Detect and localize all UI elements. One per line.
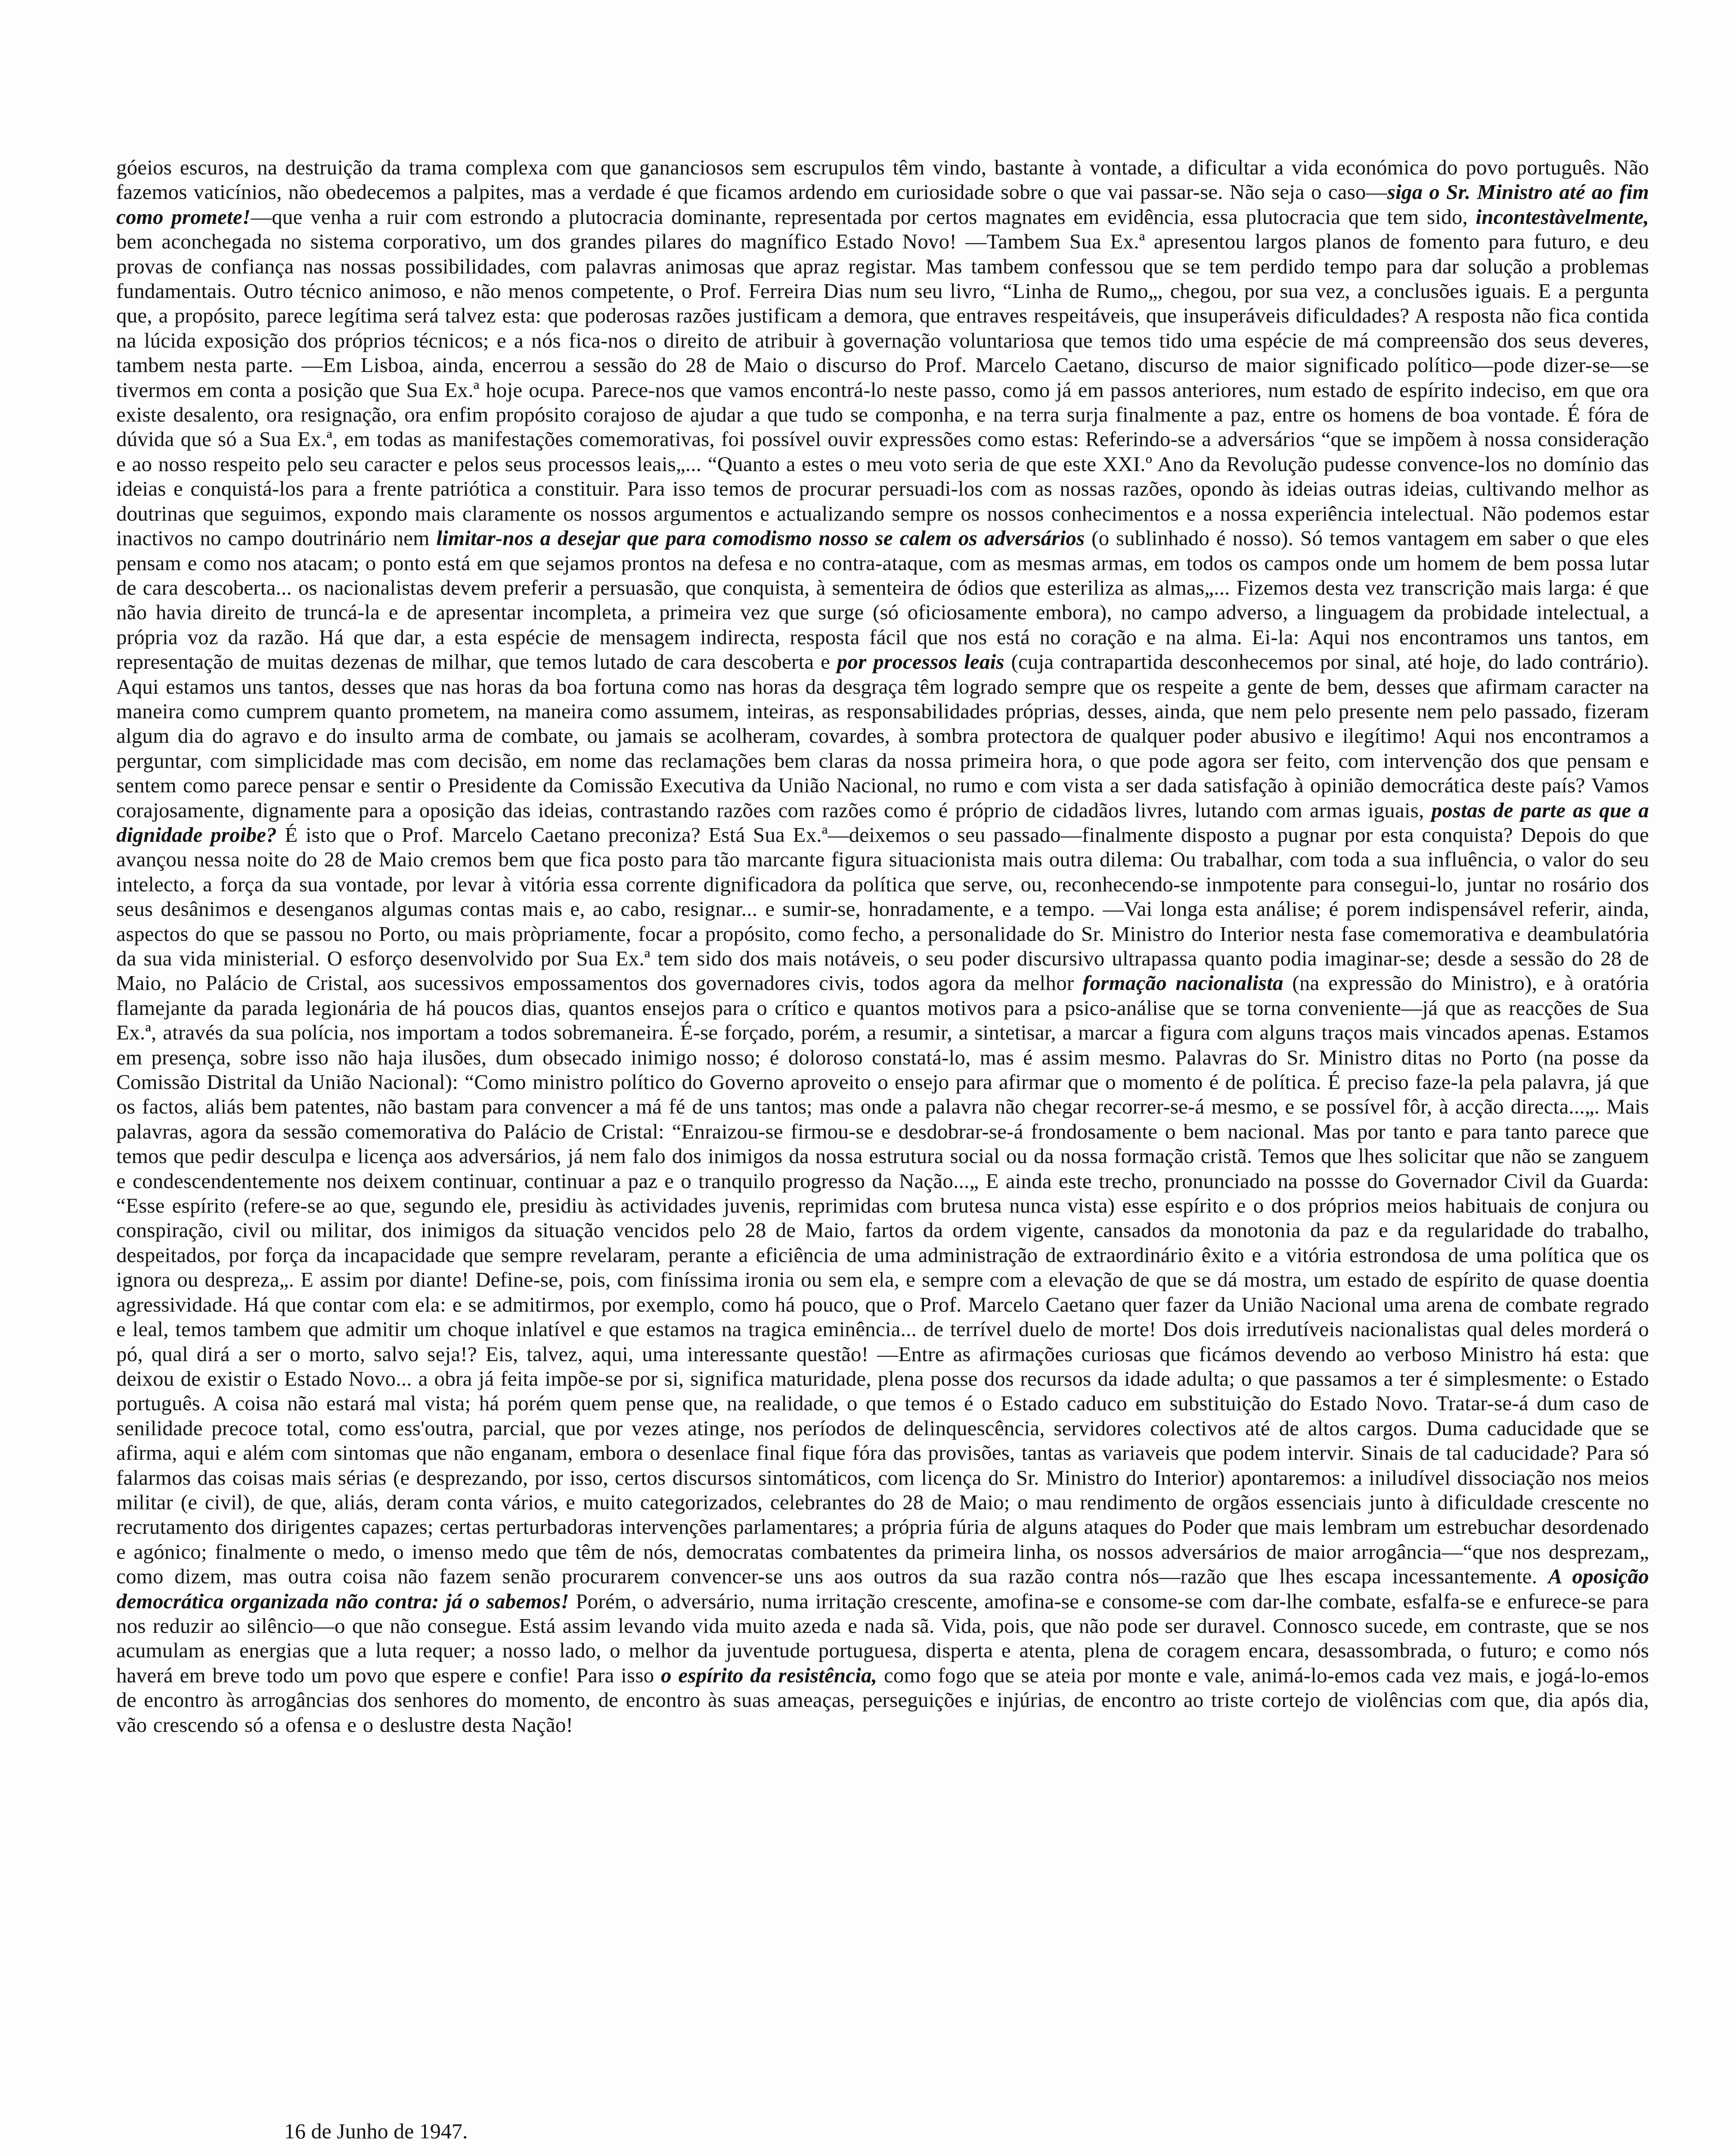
text-run: (cuja contrapartida desconhecemos por sinal, até hoje, do lado contrário). Aqui estamos uns tantos, desses que nas horas da boa fortuna como nas horas da desgraça têm logrado sempre que os respeite a gente de bem, desses que afirmam caracter na maneira como cumprem quanto prometem, na maneira como assumem, inteiras, as responsabilidades próprias, desses, ainda, que nem pelo presente nem pelo passado, fizeram algum dia do agravo e do insulto arma de combate, ou jamais se acolheram, covardes, à sombra protectora de qualquer poder abusivo e ilegítimo! Aqui nos encontramos a perguntar, com simplicidade mas com decisão, em nome das reclamações bem claras da nossa primeira hora, o que pode agora ser feito, com intervenção dos que pensam e sentem como parece pensar e sentir o Presidente da Comissão Executiva da União Nacional, no rumo e com vista a ser dada satisfação à opinião democrática deste país? Vamos corajosamente, dignamente para a oposição das ideias, contrastando razões com razões como é próprio de cidadãos livres, lutando com armas iguais, (116, 650, 1649, 822)
emphasized-text: limitar-nos a desejar que para comodismo nosso se calem os adversários (436, 526, 1085, 550)
text-run: bem aconchegada no sistema corporativo, um dos grandes pilares do magnífico Estado Novo! —Tambem Sua Ex.ª apresentou largos planos de fomento para futuro, e deu provas de confiança nas nossas possibilidades, com palavras animosas que apraz registar. Mas tambem confessou que se tem perdido tempo para dar solução a problemas fundamentais. Outro técnico animoso, e não menos competente, o Prof. Ferreira Dias num seu livro, “Linha de Rumo„, chegou, por sua vez, a conclusões iguais. E a pergunta que, a propósito, parece legítima será talvez esta: que poderosas razões justificam a demora, que entraves respeitáveis, que insuperáveis dificuldades? A resposta não fica contida na lúcida exposição dos próprios técnicos; e a nós fica-nos o direito de atribuir à governação voluntariosa que temos tido uma espécie de má compreensão dos seus deveres, tambem nesta parte. —Em Lisboa, ainda, encerrou a sessão do 28 de Maio o discurso do Prof. Marcelo Caetano, discurso de maior significado político—pode dizer-se—se tivermos em conta a posição que Sua Ex.ª hoje ocupa. Parece-nos que vamos encontrá-lo neste passo, como já em passos anteriores, num estado de espírito indeciso, em que ora existe desalento, ora resignação, ora enfim propósito corajoso de ajudar a que tudo se componha, e na terra surja finalmente a paz, entre os homens de boa vontade. É fóra de dúvida que só a Sua Ex.ª, em todas as manifestações comemorativas, foi possível ouvir expressões como estas: Referindo-se a adversários “que se impõem à nossa consideração e ao nosso respeito pelo seu caracter e pelos seus processos leais„... “Quanto a estes o meu voto seria de que este XXI.º Ano da Revolução pudesse convence-los no domínio das ideias e conquistá-los para a frente patriótica a constituir. Para isso temos de procurar persuadi-los com as nossas razões, opondo às ideias outras ideias, cultivando melhor as doutrinas que seguimos, expondo mais claramente os nossos argumentos e actualizando sempre os nossos conhecimentos e a nossa experiência intelectual. Não podemos estar inactivos no campo doutrinário nem (116, 230, 1649, 550)
text-run: Porém, o adversário, numa irritação crescente, amofina-se e consome-se com dar-lhe combate, esfalfa-se e enfurece-se para nos reduzir ao silêncio—o que não consegue. Está assim levando vida muito azeda e nada sã. Vida, pois, que não pode ser duravel. Connosco sucede, em contraste, que se nos acumulam as energias que a luta requer; a nosso lado, o melhor da juventude portuguesa, disperta e atenta, plena de coragem encara, desassombrada, o futuro; e como nós haverá em breve todo um povo que espere e confie! Para isso (116, 1589, 1649, 1687)
emphasized-text: siga o Sr. Ministro até ao fim como promete! (116, 180, 1649, 229)
text-run: (o sublinhado é nosso). Só temos vantagem em saber o que eles pensam e como nos atacam; o ponto está em que sejamos prontos na defesa e no contra-ataque, com as mesmas armas, em todos os campos onde um homem de bem possa lutar de cara descoberta... os nacionalistas devem preferir a persuasão, que conquista, à sementeira de ódios que esteriliza as almas„... Fizemos desta vez transcrição mais larga: é que não havia direito de truncá-la e de apresentar incompleta, a primeira vez que surge (só oficiosamente embora), no campo adverso, a linguagem da probidade intelectual, a própria voz da razão. Há que dar, a esta espécie de mensagem indirecta, resposta fácil que nos está no coração e na alma. Ei-la: Aqui nos encontramos uns tantos, em representação de muitas dezenas de milhar, que temos lutado de cara descoberta e (116, 526, 1649, 674)
emphasized-text: o espírito da resistência, (660, 1663, 877, 1687)
emphasized-text: postas de parte as que a dignidade proibe? (116, 798, 1649, 847)
document-date: 16 de Junho de 1947. (284, 2119, 468, 2143)
text-run: É isto que o Prof. Marcelo Caetano preconiza? Está Sua Ex.ª—deixemos o seu passado—finalmente disposto a pugnar por esta conquista? Depois do que avançou nessa noite do 28 de Maio cremos bem que fica posto para tão marcante figura situacionista mais outra dilema: Ou trabalhar, com toda a sua influência, o valor do seu intelecto, a força da sua vontade, por levar à vitória essa corrente dignificadora da política que serve, ou, reconhecendo-se inmpotente para consegui-lo, juntar no rosário dos seus desânimos e desenganos algumas contas mais e, ao cabo, resignar... e sumir-se, honradamente, e a tempo. —Vai longa esta análise; é porem indispensável referir, ainda, aspectos do que se passou no Porto, ou mais pròpriamente, focar a propósito, como fecho, a personalidade do Sr. Ministro do Interior nesta fase comemorativa e deambulatória da sua vida ministerial. O esforço desenvolvido por Sua Ex.ª tem sido dos mais notáveis, o seu poder discursivo ultrapassa quanto podia imaginar-se; desde a sessão do 28 de Maio, no Palácio de Cristal, aos sucessivos empossamentos dos governadores civis, todos agora da melhor (116, 822, 1649, 995)
text-run: (na expressão do Ministro), e à oratória flamejante da parada legionária de há poucos dias, quantos ensejos para o crítico e quantos motivos para a psico-análise que se torna conveniente—já que as reacções de Sua Ex.ª, através da sua polícia, nos importam a todos sobremaneira. É-se forçado, porém, a resumir, a sintetisar, a marcar a figura com alguns traços mais vincados apenas. Estamos em presença, sobre isso não haja ilusões, dum obsecado inimigo nosso; é doloroso constatá-lo, mas é assim mesmo. Palavras do Sr. Ministro ditas no Porto (na posse da Comissão Distrital da União Nacional): “Como ministro político do Governo aproveito o ensejo para afirmar que o momento é de política. É preciso faze-la pela palavra, já que os factos, aliás bem patentes, não bastam para convencer a má fé de uns tantos; mas onde a palavra não chegar recorrer-se-á mesmo, e se possível fôr, à acção directa...„. Mais palavras, agora da sessão comemorativa do Palácio de Cristal: “Enraizou-se firmou-se e desdobrar-se-á frondosamente o bem nacional. Mas por tanto e para tanto parece que temos que pedir desculpa e licença aos adversários, já nem falo dos inimigos da nossa estrutura social ou da nossa formação cristã. Temos que lhes solicitar que não se zanguem e condescendentemente nos deixem continuar, continuar a paz e o tranquilo progresso da Nação...„ E ainda este trecho, pronunciado na possse do Governador Civil da Guarda: “Esse espírito (refere-se ao que, segundo ele, presidiu às actividades juvenis, reprimidas com brutesa nunca vista) esse espírito e o dos próprios meios habituais de conjura ou conspiração, civil ou militar, dos inimigos da situação vencidos pelo 28 de Maio, fartos da ordem vigente, cansados da monotonia da paz e da regularidade do trabalho, despeitados, por força da incapacidade que sempre revelaram, perante a eficiência de uma administração de extraordinário êxito e a vitória estrondosa de uma política que os ignora ou despreza„. E assim por diante! Define-se, pois, com finíssima ironia ou sem ela, e sempre com a elevação de que se dá mostra, um estado de espírito de quase doentia agressividade. Há que contar com ela: e se admitirmos, por exemplo, como há pouco, que o Prof. Marcelo Caetano quer fazer da União Nacional uma arena de combate regrado e leal, temos tambem que admitir um choque inlatível e que estamos na tragica eminência... de terrível duelo de morte! Dos dois irredutíveis nacionalistas qual deles morderá o pó, qual dirá a ser o morto, salvo seja!? Eis, talvez, aqui, uma interessante questão! —Entre as afirmações curiosas que ficámos devendo ao verboso Ministro há esta: que deixou de existir o Estado Novo... a obra já feita impõe-se por si, significa maturidade, plena posse dos recursos da idade adulta; o que passamos a ter é simplesmente: o Estado português. A coisa não estará mal vista; há porém quem pense que, na realidade, o que temos é o Estado caduco em substituição do Estado Novo. Tratar-se-á dum caso de senilidade precoce total, como ess'outra, parcial, que por vezes atinge, nos períodos de delinquescência, servidores colectivos até de altos cargos. Duma caducidade que se afirma, aqui e além com sintomas que não enganam, embora o desenlace final fique fóra das provisões, tantas as variaveis que podem intervir. Sinais de tal caducidade? Para só falarmos das coisas mais sérias (e desprezando, por isso, certos discursos sintomáticos, com licença do Sr. Ministro do Interior) apontaremos: a iniludível dissociação nos meios militar (e civil), de que, aliás, deram conta vários, e muito categorizados, celebrantes do 28 de Maio; o mau rendimento de orgãos essenciais junto à dificuldade crescente no recrutamento dos dirigentes capazes; certas perturbadoras intervenções parlamentares; a própria fúria de alguns ataques do Poder que mais lembram um estrebuchar desordenado e agónico; finalmente o medo, o imenso medo que têm de nós, democratas combatentes da primeira linha, os nossos adversários de maior arrogância—“que nos desprezam„ como dizem, mas outra coisa não fazem senão procurarem convencer-se uns aos outros da sua razão contra nós—razão que lhes escapa incessantemente. (116, 971, 1649, 1588)
emphasized-text: incontestàvelmente, (1476, 205, 1649, 229)
text-run: góeios escuros, na destruição da trama complexa com que gananciosos sem escrupulos têm vindo, bastante à vontade, a dificultar a vida económica do povo português. Não fazemos vaticínios, não obedecemos a palpites, mas a verdade é que ficamos ardendo em curiosidade sobre o que vai passar-se. Não seja o caso— (116, 155, 1649, 204)
text-run: como fogo que se ateia por monte e vale, animá-lo-emos cada vez mais, e jogá-lo-emos de encontro às arrogâncias dos senhores do momento, de encontro às suas ameaças, perseguições e injúrias, de encontro ao triste cortejo de violências com que, dia após dia, vão crescendo só a ofensa e o deslustre desta Nação! (116, 1663, 1649, 1737)
emphasized-text: por processos leais (837, 650, 1004, 674)
emphasized-text: A oposição democrática organizada não contra: já o sabemos! (116, 1564, 1649, 1613)
body-text (116, 155, 1649, 1737)
text-run: —que venha a ruir com estrondo a plutocracia dominante, representada por certos magnates em evidência, essa plutocracia que tem sido, (251, 205, 1476, 229)
emphasized-text: formação nacionalista (1082, 971, 1283, 995)
